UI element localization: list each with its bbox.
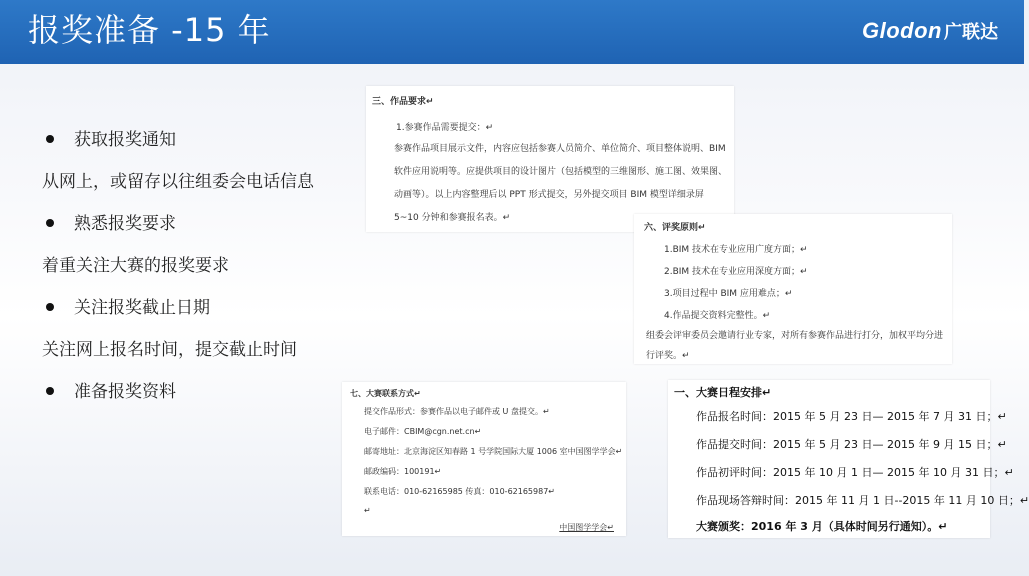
doc-item: 作品现场答辩时间：2015 年 11 月 1 日--2015 年 11 月 10 日；↵ [696, 494, 1029, 507]
doc-item: 2.BIM 技术在专业应用深度方面；↵ [664, 267, 808, 277]
list-item-text: 关注报奖截止日期 [74, 298, 210, 318]
list-item [42, 124, 342, 166]
bullet-icon [46, 387, 54, 395]
header-bar [0, 0, 1024, 64]
list-item-text: 准备报奖资料 [74, 382, 176, 402]
glodon-logo [862, 18, 998, 44]
doc-snippet-contact [342, 382, 626, 536]
doc-item: 作品初评时间：2015 年 10 月 1 日— 2015 年 10 月 31 日；↵ [696, 466, 1014, 479]
list-item [42, 292, 342, 334]
bullet-icon [46, 219, 54, 227]
doc-item: 3.项目过程中 BIM 应用难点；↵ [664, 289, 793, 299]
logo-text-en: Glodon [862, 18, 942, 43]
list-item-text: 获取报奖通知 [74, 130, 176, 150]
doc-signature: 中国图学学会↵ [559, 523, 614, 532]
doc-subheading: 1.参赛作品需要提交：↵ [396, 123, 494, 133]
list-item [42, 250, 342, 292]
doc-item: 提交作品形式：参赛作品以电子邮件或 U 盘提交。↵ [364, 407, 550, 416]
doc-snippet-criteria [634, 214, 952, 364]
doc-paragraph: 组委会评审委员会邀请行业专家，对所有参赛作品进行打分，加权平均分进行评奖。↵ [646, 331, 944, 361]
doc-item: 大赛颁奖：2016 年 3 月（具体时间另行通知）。↵ [696, 520, 948, 533]
doc-heading: 三、作品要求↵ [372, 97, 434, 107]
doc-heading: 六、评奖原则↵ [644, 223, 706, 233]
bullet-icon [46, 135, 54, 143]
list-item [42, 376, 342, 418]
doc-item: 作品提交时间：2015 年 5 月 23 日— 2015 年 9 月 15 日；↵ [696, 438, 1007, 451]
doc-heading: 一、大赛日程安排↵ [674, 386, 772, 399]
doc-item: ↵ [364, 506, 371, 515]
doc-paragraph: 参赛作品项目展示文件，内容应包括参赛人员简介、单位简介、项目整体说明、BIM 软件应用说明等。应提供项目的设计图片（包括模型的三维图形、施工图、效果图、动画等）。以上内容整理后以 PPT 形式提交，另外提交项目 BIM 模型详细录屏 5~10 分钟和参赛报名表。↵ [394, 144, 728, 223]
prep-list [42, 124, 342, 418]
doc-item: 联系电话：010-62165985 传真：010-62165987↵ [364, 487, 555, 496]
logo-text-cn: 广联达 [944, 22, 998, 43]
list-item [42, 166, 342, 208]
doc-item: 作品报名时间：2015 年 5 月 23 日— 2015 年 7 月 31 日；↵ [696, 410, 1007, 423]
list-item-text: 着重关注大赛的报奖要求 [42, 256, 229, 276]
doc-snippet-requirements [366, 86, 734, 232]
page-title: 报奖准备 -15 年 [28, 11, 271, 49]
doc-item: 4.作品提交资料完整性。↵ [664, 311, 771, 321]
list-item [42, 208, 342, 250]
doc-item: 邮寄地址：北京海淀区知春路 1 号学院国际大厦 1006 室中国图学学会↵ [364, 447, 623, 456]
list-item-text: 从网上，或留存以往组委会电话信息 [42, 172, 314, 192]
bullet-icon [46, 303, 54, 311]
list-item-text: 关注网上报名时间，提交截止时间 [42, 340, 297, 360]
doc-item: 1.BIM 技术在专业应用广度方面；↵ [664, 245, 808, 255]
doc-item: 邮政编码：100191↵ [364, 467, 442, 476]
doc-snippet-schedule [668, 380, 1029, 538]
list-item-text: 熟悉报奖要求 [74, 214, 176, 234]
list-item [42, 334, 342, 376]
doc-item: 电子邮件：CBIM@cgn.net.cn↵ [364, 427, 482, 436]
doc-heading: 七、大赛联系方式↵ [350, 389, 421, 398]
